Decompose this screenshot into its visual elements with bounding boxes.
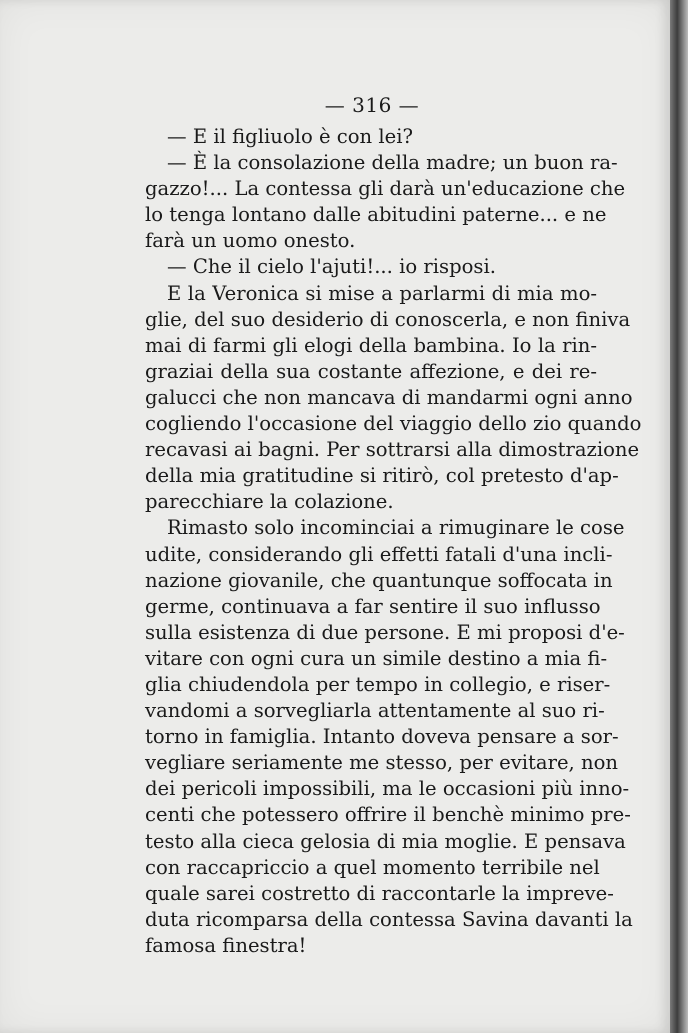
text-line: gazzo!... La contessa gli darà un'educazione che (145, 177, 626, 201)
text-line: della mia gratitudine si ritirò, col pretesto d'ap- (145, 464, 619, 488)
page-number: — 316 — (324, 93, 420, 117)
text-line: famosa finestra! (145, 933, 307, 957)
text-line: farà un uomo onesto. (145, 229, 356, 253)
text-line: mai di farmi gli elogi della bambina. Io la rin- (145, 333, 597, 357)
text-line: — E il figliuolo è con lei? (167, 125, 414, 148)
text-line: testo alla cieca gelosia di mia moglie. E pensava (145, 829, 626, 853)
text-line: quale sarei costretto di raccontarle la impreve- (145, 881, 614, 905)
text-line: galucci che non mancava di mandarmi ogni anno (145, 385, 633, 409)
text-line: vitare con ogni cura un simile destino a mia fi- (145, 646, 608, 670)
page-text (145, 124, 642, 959)
text-line: sulla esistenza di due persone. E mi proposi d'e- (145, 620, 625, 644)
text-line: Rimasto solo incominciai a rimuginare le cose (167, 516, 625, 540)
text-line: graziai della sua costante affezione, e dei re- (145, 359, 597, 383)
text-line: vandomi a sorvegliarla attentamente al suo ri- (145, 699, 605, 723)
text-line: parecchiare la colazione. (145, 490, 394, 514)
text-line: glia chiudendola per tempo in collegio, e riser- (145, 672, 611, 696)
text-line: nazione giovanile, che quantunque soffocata in (145, 568, 613, 592)
text-line: recavasi ai bagni. Per sottrarsi alla dimostrazione (145, 438, 640, 462)
text-line: centi che potessero offrire il benchè minimo pre- (145, 803, 631, 827)
text-line: cogliendo l'occasione del viaggio dello zio quando (145, 412, 642, 436)
text-line: torno in famiglia. Intanto doveva pensare a sor- (145, 725, 619, 749)
text-line: germe, continuava a far sentire il suo influsso (145, 594, 601, 618)
page-edge-shadow (670, 0, 688, 1033)
text-line: — È la consolazione della madre; un buon ra- (167, 151, 618, 175)
text-line: udite, considerando gli effetti fatali d'una incli- (145, 542, 613, 566)
text-line: E la Veronica si mise a parlarmi di mia mo- (167, 281, 597, 305)
text-line: — Che il cielo l'ajuti!... io risposi. (167, 255, 496, 279)
text-line: vegliare seriamente me stesso, per evitare, non (145, 751, 619, 775)
text-line: lo tenga lontano dalle abitudini paterne... e ne (145, 203, 607, 227)
text-line: duta ricomparsa della contessa Savina davanti la (145, 907, 633, 931)
text-line: glie, del suo desiderio di conoscerla, e non finiva (145, 307, 631, 331)
text-line: con raccapriccio a quel momento terribile nel (145, 855, 600, 879)
text-line: dei pericoli impossibili, ma le occasioni più inno- (145, 777, 630, 801)
